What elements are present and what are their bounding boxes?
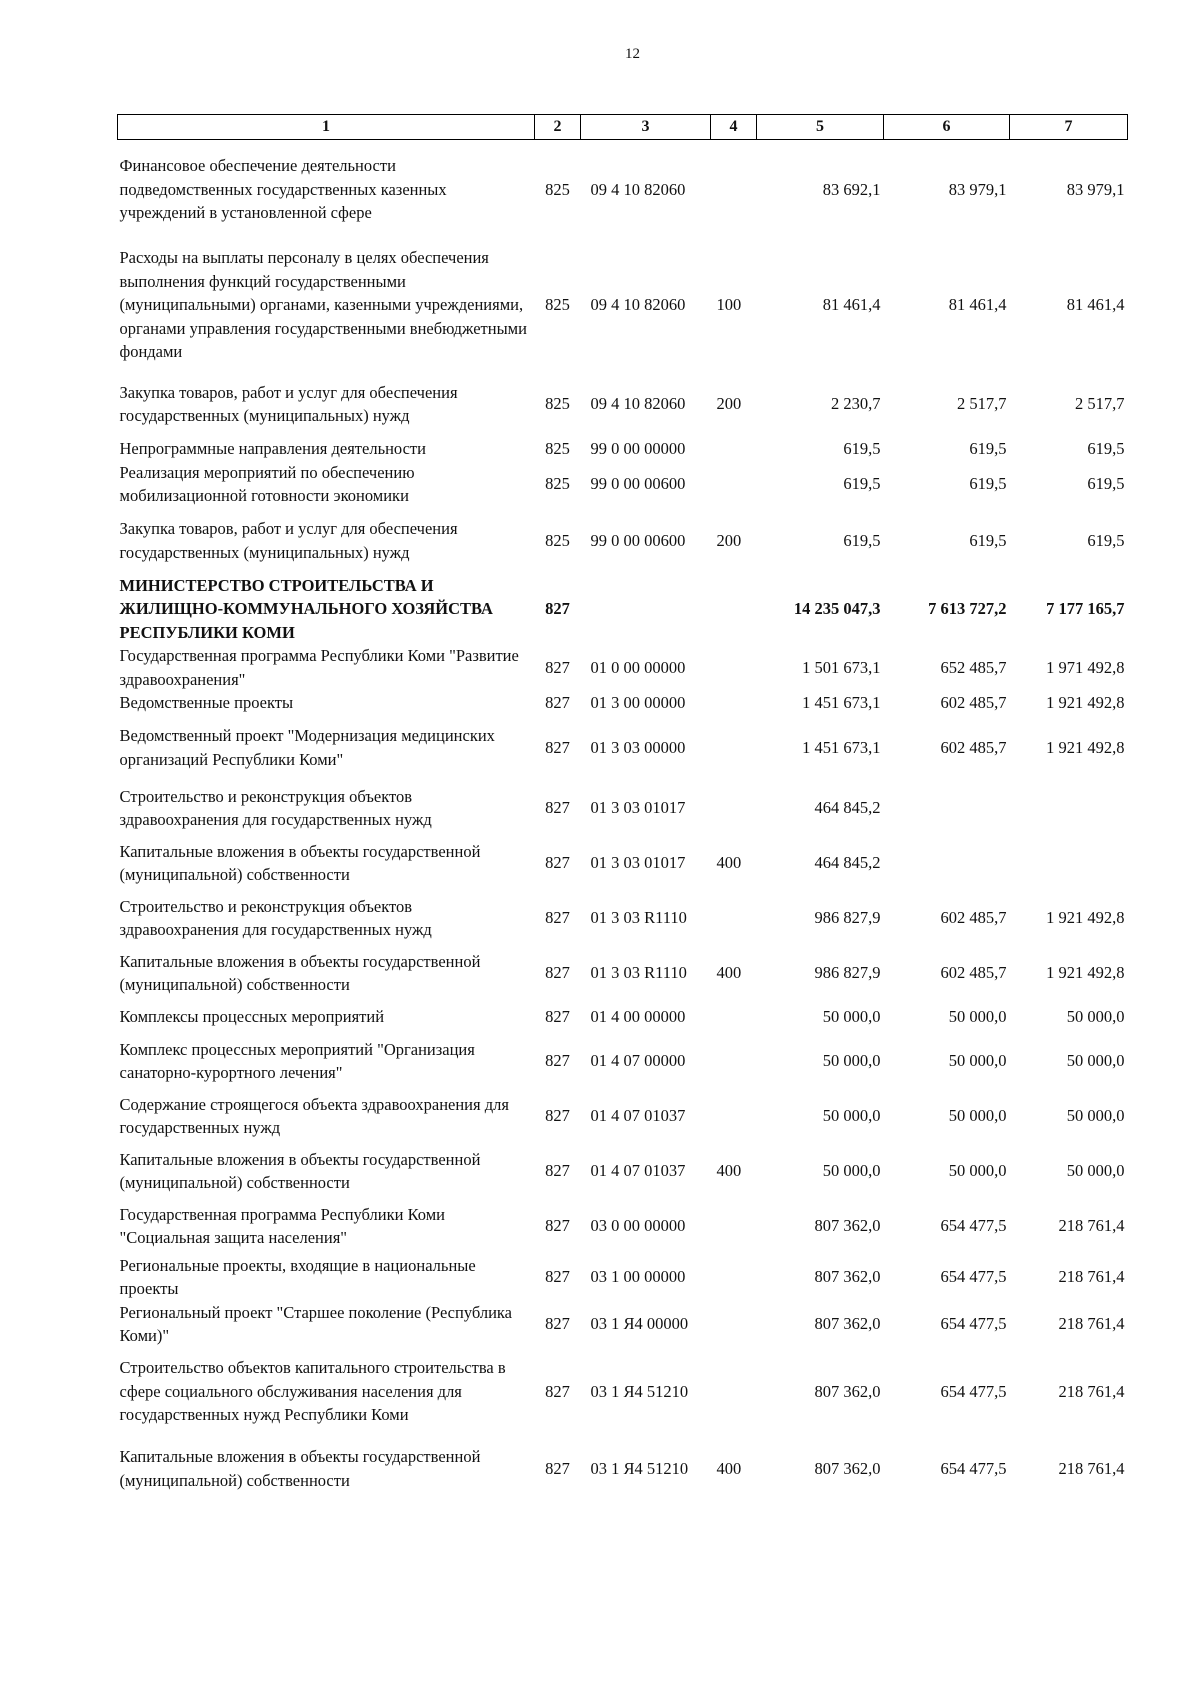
row-expense-type bbox=[711, 1199, 757, 1254]
row-name: Государственная программа Республики Коми "Социальная защита населения" bbox=[119, 1204, 445, 1247]
row-target-code: 01 4 07 01037 bbox=[590, 1161, 686, 1181]
row-admin-code: 827 bbox=[545, 853, 570, 873]
row-value-col7: 50 000,0 bbox=[1066, 1007, 1125, 1027]
row-value-col6: 602 485,7 bbox=[940, 693, 1007, 712]
row-value-col5: 50 000,0 bbox=[822, 1007, 881, 1027]
table-body bbox=[118, 139, 1128, 1502]
row-admin-code: 827 bbox=[545, 1007, 570, 1027]
table-row bbox=[118, 574, 1128, 645]
row-value-col6: 654 477,5 bbox=[940, 1216, 1007, 1236]
row-admin-code: 827 bbox=[545, 1267, 570, 1287]
row-expense-type: 400 bbox=[716, 1458, 742, 1478]
row-target-code: 09 4 10 82060 bbox=[590, 295, 686, 315]
table-row bbox=[118, 891, 1128, 946]
row-name: Строительство и реконструкция объектов здравоохранения для государственных нужд bbox=[119, 786, 432, 829]
row-admin-code: 827 bbox=[545, 963, 570, 983]
table-row bbox=[118, 1144, 1128, 1199]
row-admin-code: 825 bbox=[545, 179, 570, 199]
table-row bbox=[118, 644, 1128, 691]
row-value-col7: 1 971 492,8 bbox=[1046, 657, 1125, 677]
row-admin-code: 827 bbox=[545, 657, 570, 677]
row-target-code: 99 0 00 00000 bbox=[590, 439, 686, 458]
row-expense-type bbox=[711, 574, 757, 645]
row-value-col7: 218 761,4 bbox=[1058, 1458, 1125, 1478]
row-target-code: 03 1 Я4 00000 bbox=[590, 1314, 689, 1334]
row-value-col7: 7 177 165,7 bbox=[1046, 599, 1125, 618]
row-target-code: 01 0 00 00000 bbox=[590, 657, 686, 677]
row-name: Комплекс процессных мероприятий "Организация санаторно-курортного лечения" bbox=[119, 1039, 475, 1082]
row-target-code bbox=[581, 574, 711, 645]
row-value-col6: 619,5 bbox=[969, 530, 1007, 550]
table-row bbox=[118, 946, 1128, 1001]
row-expense-type: 200 bbox=[716, 394, 742, 414]
row-name: Региональные проекты, входящие в национальные проекты bbox=[119, 1255, 476, 1298]
row-value-col5: 619,5 bbox=[843, 439, 881, 458]
row-expense-type bbox=[711, 461, 757, 508]
row-name: Строительство и реконструкция объектов здравоохранения для государственных нужд bbox=[119, 896, 432, 939]
row-name: Капитальные вложения в объекты государственной (муниципальной) собственности bbox=[119, 841, 481, 884]
table-row bbox=[118, 1034, 1128, 1089]
table-row bbox=[118, 1254, 1128, 1301]
row-value-col5: 986 827,9 bbox=[814, 908, 881, 928]
header-col-3: 3 bbox=[581, 115, 711, 140]
table-row bbox=[118, 461, 1128, 508]
row-value-col5: 807 362,0 bbox=[814, 1267, 881, 1287]
row-admin-code: 827 bbox=[545, 599, 570, 618]
header-col-2: 2 bbox=[535, 115, 581, 140]
row-admin-code: 825 bbox=[545, 474, 570, 494]
row-value-col6: 654 477,5 bbox=[940, 1458, 1007, 1478]
row-expense-type: 200 bbox=[716, 530, 742, 550]
row-expense-type bbox=[711, 691, 757, 715]
table-row bbox=[118, 1001, 1128, 1034]
row-expense-type bbox=[711, 437, 757, 461]
row-expense-type: 400 bbox=[716, 1161, 742, 1181]
row-value-col5: 464 845,2 bbox=[814, 798, 881, 818]
row-value-col5: 14 235 047,3 bbox=[793, 599, 881, 618]
row-admin-code: 825 bbox=[545, 394, 570, 414]
row-value-col6 bbox=[884, 781, 1010, 836]
table-row bbox=[118, 1199, 1128, 1254]
row-name: Государственная программа Республики Коми "Развитие здравоохранения" bbox=[119, 646, 519, 689]
row-value-col7: 50 000,0 bbox=[1066, 1161, 1125, 1181]
row-value-col5: 986 827,9 bbox=[814, 963, 881, 983]
row-value-col5: 81 461,4 bbox=[822, 295, 881, 315]
table-row bbox=[118, 437, 1128, 461]
row-name: Региональный проект "Старшее поколение (Республика Коми)" bbox=[119, 1302, 513, 1345]
row-admin-code: 827 bbox=[545, 908, 570, 928]
row-admin-code: 827 bbox=[545, 1051, 570, 1071]
row-expense-type bbox=[711, 644, 757, 691]
row-name: Содержание строящегося объекта здравоохранения для государственных нужд bbox=[119, 1094, 509, 1137]
row-value-col5: 807 362,0 bbox=[814, 1458, 881, 1478]
row-name: Ведомственный проект "Модернизация медицинских организаций Республики Коми" bbox=[119, 726, 495, 769]
row-value-col6: 50 000,0 bbox=[948, 1161, 1007, 1181]
page-number: 12 bbox=[625, 46, 640, 62]
row-admin-code: 825 bbox=[545, 439, 570, 458]
row-value-col6: 654 477,5 bbox=[940, 1267, 1007, 1287]
row-expense-type bbox=[711, 139, 757, 239]
header-col-4: 4 bbox=[711, 115, 757, 140]
row-value-col7: 619,5 bbox=[1087, 530, 1125, 550]
row-value-col5: 1 451 673,1 bbox=[802, 693, 881, 712]
row-admin-code: 827 bbox=[545, 1314, 570, 1334]
row-value-col6: 602 485,7 bbox=[940, 908, 1007, 928]
row-admin-code: 827 bbox=[545, 737, 570, 757]
row-value-col7: 218 761,4 bbox=[1058, 1381, 1125, 1401]
row-name: Реализация мероприятий по обеспечению мобилизационной готовности экономики bbox=[119, 462, 415, 505]
row-expense-type bbox=[711, 1034, 757, 1089]
table-row bbox=[118, 715, 1128, 781]
row-target-code: 01 3 03 00000 bbox=[590, 737, 686, 757]
table-row bbox=[118, 139, 1128, 239]
row-admin-code: 825 bbox=[545, 530, 570, 550]
row-value-col6: 2 517,7 bbox=[957, 394, 1007, 414]
row-value-col5: 807 362,0 bbox=[814, 1216, 881, 1236]
row-value-col7: 1 921 492,8 bbox=[1046, 963, 1125, 983]
row-value-col5: 83 692,1 bbox=[822, 179, 881, 199]
table-row bbox=[118, 1348, 1128, 1436]
row-name: Капитальные вложения в объекты государственной (муниципальной) собственности bbox=[119, 1447, 481, 1490]
table-row bbox=[118, 1089, 1128, 1144]
row-value-col6: 81 461,4 bbox=[948, 295, 1007, 315]
row-value-col6: 602 485,7 bbox=[940, 737, 1007, 757]
header-col-1: 1 bbox=[118, 115, 535, 140]
table-row bbox=[118, 1436, 1128, 1502]
row-value-col6: 50 000,0 bbox=[948, 1106, 1007, 1126]
row-admin-code: 827 bbox=[545, 693, 570, 712]
row-target-code: 09 4 10 82060 bbox=[590, 394, 686, 414]
row-admin-code: 825 bbox=[545, 295, 570, 315]
row-expense-type bbox=[711, 1348, 757, 1436]
row-name: МИНИСТЕРСТВО СТРОИТЕЛЬСТВА И ЖИЛИЩНО-КОММУНАЛЬНОГО ХОЗЯЙСТВА РЕСПУБЛИКИ КОМИ bbox=[119, 575, 493, 642]
row-target-code: 01 3 03 01017 bbox=[590, 798, 686, 818]
row-value-col7: 50 000,0 bbox=[1066, 1106, 1125, 1126]
row-expense-type: 400 bbox=[716, 963, 742, 983]
header-col-7: 7 bbox=[1010, 115, 1128, 140]
row-target-code: 09 4 10 82060 bbox=[590, 179, 686, 199]
row-name: Капитальные вложения в объекты государственной (муниципальной) собственности bbox=[119, 951, 481, 994]
row-value-col6: 602 485,7 bbox=[940, 963, 1007, 983]
table-row bbox=[118, 508, 1128, 574]
row-admin-code: 827 bbox=[545, 1161, 570, 1181]
row-value-col7: 1 921 492,8 bbox=[1046, 908, 1125, 928]
row-target-code: 01 3 00 00000 bbox=[590, 693, 686, 712]
header-row bbox=[118, 115, 1128, 140]
table-header bbox=[118, 115, 1128, 140]
row-expense-type bbox=[711, 715, 757, 781]
row-name: Капитальные вложения в объекты государственной (муниципальной) собственности bbox=[119, 1149, 481, 1192]
row-value-col5: 2 230,7 bbox=[831, 394, 881, 414]
row-target-code: 01 4 07 00000 bbox=[590, 1051, 686, 1071]
row-value-col6: 652 485,7 bbox=[940, 657, 1007, 677]
row-expense-type bbox=[711, 1089, 757, 1144]
row-value-col5: 1 501 673,1 bbox=[802, 657, 881, 677]
row-name: Закупка товаров, работ и услуг для обеспечения государственных (муниципальных) нужд bbox=[119, 519, 458, 562]
row-value-col7: 218 761,4 bbox=[1058, 1267, 1125, 1287]
row-value-col7: 619,5 bbox=[1087, 439, 1125, 458]
row-value-col7: 2 517,7 bbox=[1075, 394, 1125, 414]
row-value-col5: 1 451 673,1 bbox=[802, 737, 881, 757]
row-value-col7: 50 000,0 bbox=[1066, 1051, 1125, 1071]
row-value-col7: 218 761,4 bbox=[1058, 1216, 1125, 1236]
row-target-code: 03 0 00 00000 bbox=[590, 1216, 686, 1236]
row-admin-code: 827 bbox=[545, 1381, 570, 1401]
row-value-col6 bbox=[884, 836, 1010, 891]
row-value-col5: 464 845,2 bbox=[814, 853, 881, 873]
row-target-code: 01 4 00 00000 bbox=[590, 1007, 686, 1027]
row-name: Закупка товаров, работ и услуг для обеспечения государственных (муниципальных) нужд bbox=[119, 382, 458, 425]
row-value-col7: 619,5 bbox=[1087, 474, 1125, 494]
row-admin-code: 827 bbox=[545, 798, 570, 818]
row-value-col7 bbox=[1010, 836, 1128, 891]
table-row bbox=[118, 691, 1128, 715]
row-expense-type: 400 bbox=[716, 853, 742, 873]
row-value-col7: 83 979,1 bbox=[1066, 179, 1125, 199]
row-target-code: 03 1 Я4 51210 bbox=[590, 1381, 689, 1401]
row-expense-type: 100 bbox=[716, 295, 742, 315]
row-value-col5: 50 000,0 bbox=[822, 1161, 881, 1181]
row-expense-type bbox=[711, 891, 757, 946]
row-value-col7 bbox=[1010, 781, 1128, 836]
row-value-col7: 1 921 492,8 bbox=[1046, 737, 1125, 757]
row-target-code: 99 0 00 00600 bbox=[590, 474, 686, 494]
row-target-code: 01 3 03 01017 bbox=[590, 853, 686, 873]
table-row bbox=[118, 781, 1128, 836]
table-row bbox=[118, 1301, 1128, 1348]
row-name: Ведомственные проекты bbox=[119, 693, 294, 712]
row-value-col5: 50 000,0 bbox=[822, 1051, 881, 1071]
row-expense-type bbox=[711, 1254, 757, 1301]
row-name: Комплексы процессных мероприятий bbox=[119, 1007, 385, 1027]
row-value-col7: 81 461,4 bbox=[1066, 295, 1125, 315]
row-value-col6: 83 979,1 bbox=[948, 179, 1007, 199]
row-name: Расходы на выплаты персоналу в целях обеспечения выполнения функций государственными (муниципальными) органами, казенными учреждениями, органами управления государственными внебюджетными фондами bbox=[119, 248, 527, 362]
row-name: Строительство объектов капитального строительства в сфере социального обслуживания населения для государственных нужд Республики Коми bbox=[119, 1358, 506, 1425]
header-col-5: 5 bbox=[757, 115, 884, 140]
table-row bbox=[118, 239, 1128, 371]
header-col-6: 6 bbox=[884, 115, 1010, 140]
row-value-col6: 50 000,0 bbox=[948, 1007, 1007, 1027]
row-target-code: 99 0 00 00600 bbox=[590, 530, 686, 550]
row-name: Непрограммные направления деятельности bbox=[119, 439, 426, 458]
row-expense-type bbox=[711, 781, 757, 836]
row-value-col6: 7 613 727,2 bbox=[928, 599, 1007, 618]
row-target-code: 01 3 03 R1110 bbox=[590, 963, 687, 983]
table-row bbox=[118, 836, 1128, 891]
row-expense-type bbox=[711, 1301, 757, 1348]
row-value-col5: 619,5 bbox=[843, 530, 881, 550]
row-value-col5: 807 362,0 bbox=[814, 1314, 881, 1334]
row-value-col6: 619,5 bbox=[969, 439, 1007, 458]
row-value-col5: 619,5 bbox=[843, 474, 881, 494]
row-name: Финансовое обеспечение деятельности подведомственных государственных казенных учреждений в установленной сфере bbox=[119, 156, 447, 222]
budget-table bbox=[117, 114, 1128, 1502]
row-value-col6: 619,5 bbox=[969, 474, 1007, 494]
row-value-col6: 654 477,5 bbox=[940, 1314, 1007, 1334]
row-target-code: 03 1 Я4 51210 bbox=[590, 1458, 689, 1478]
row-value-col6: 50 000,0 bbox=[948, 1051, 1007, 1071]
row-value-col5: 50 000,0 bbox=[822, 1106, 881, 1126]
row-value-col7: 1 921 492,8 bbox=[1046, 693, 1125, 712]
row-value-col7: 218 761,4 bbox=[1058, 1314, 1125, 1334]
row-value-col5: 807 362,0 bbox=[814, 1381, 881, 1401]
row-value-col6: 654 477,5 bbox=[940, 1381, 1007, 1401]
row-admin-code: 827 bbox=[545, 1216, 570, 1236]
row-admin-code: 827 bbox=[545, 1458, 570, 1478]
table-row bbox=[118, 371, 1128, 437]
row-expense-type bbox=[711, 1001, 757, 1034]
row-admin-code: 827 bbox=[545, 1106, 570, 1126]
row-target-code: 01 3 03 R1110 bbox=[590, 908, 687, 928]
row-target-code: 01 4 07 01037 bbox=[590, 1106, 686, 1126]
row-target-code: 03 1 00 00000 bbox=[590, 1267, 686, 1287]
